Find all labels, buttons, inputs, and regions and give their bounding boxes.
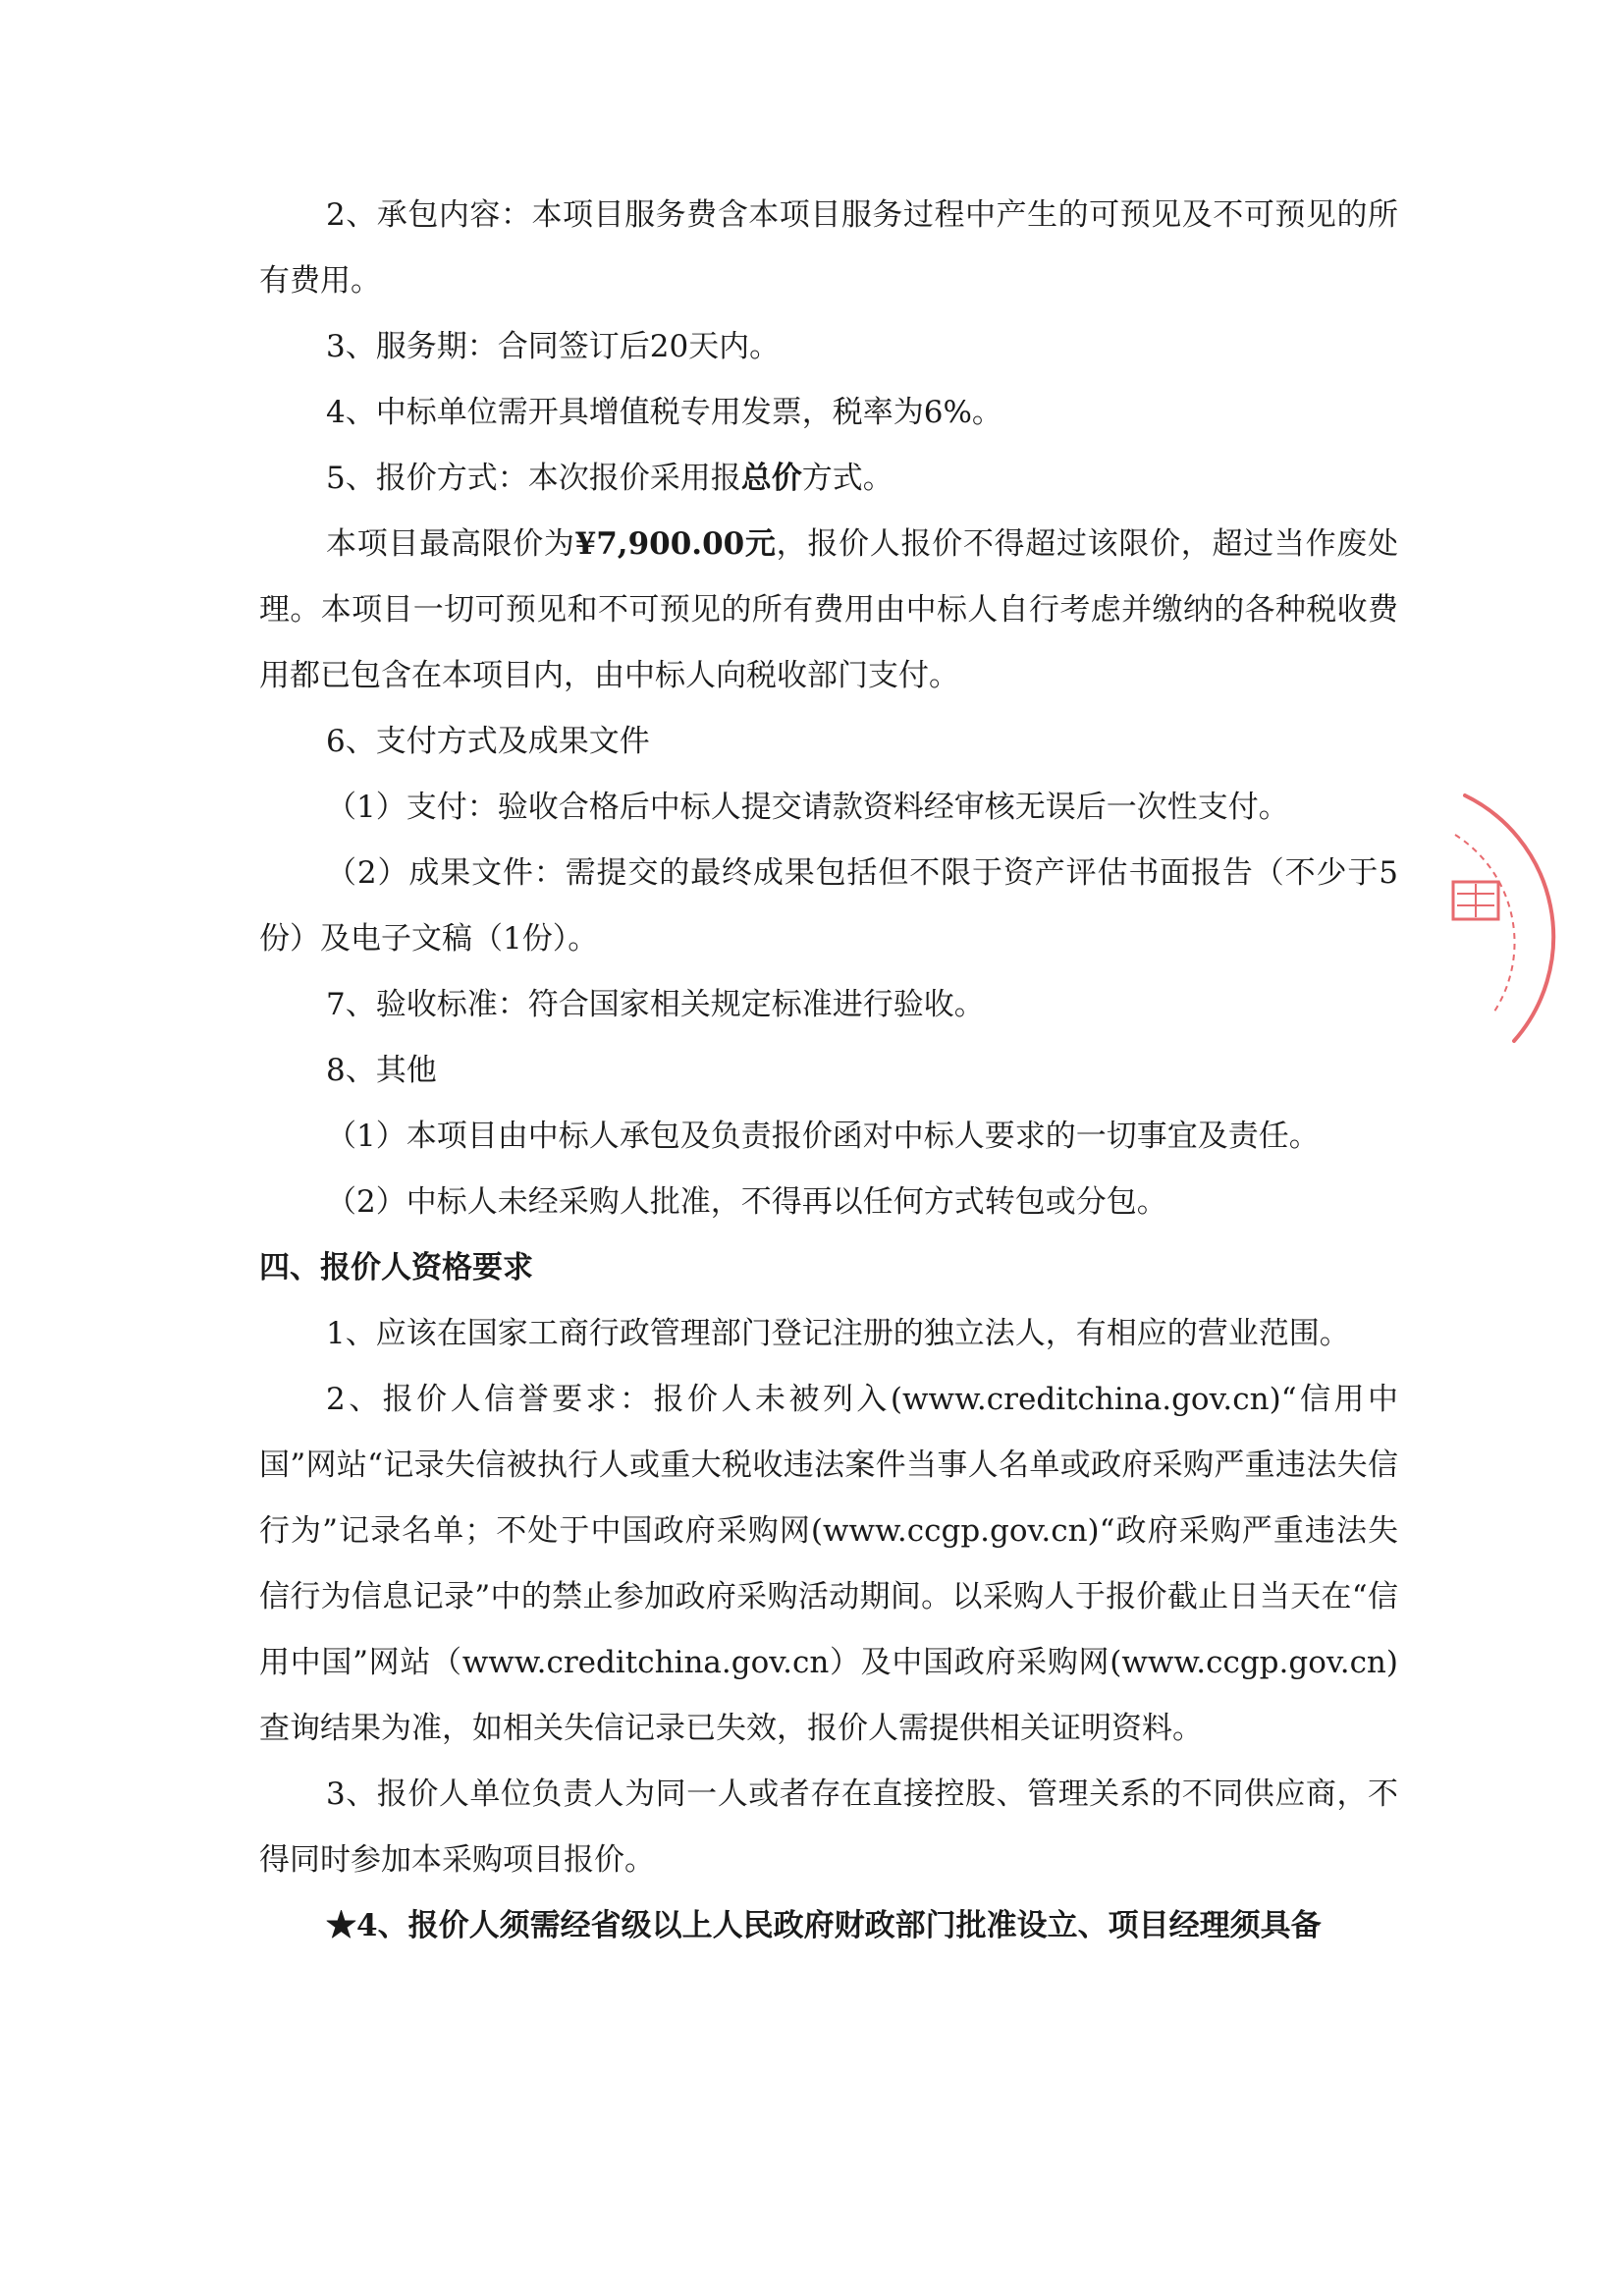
item-2-contract-content: 2、承包内容：本项目服务费含本项目服务过程中产生的可预见及不可预见的所有费用。 xyxy=(259,197,1398,299)
section-4-heading: 四、报价人资格要求 xyxy=(259,1250,533,1285)
item-8-2: （2）中标人未经采购人批准，不得再以任何方式转包或分包。 xyxy=(326,1184,1167,1220)
item-5-quote-method xyxy=(259,446,1398,512)
item-4-invoice: 4、中标单位需开具增值税专用发票，税率为6%。 xyxy=(326,395,1002,430)
price-limit-intro: 本项目最高限价为 xyxy=(326,526,575,562)
body-text xyxy=(259,183,1398,1959)
item-8-other: 8、其他 xyxy=(326,1053,437,1088)
seal-stamp xyxy=(1435,776,1622,1061)
seal-arc-inner xyxy=(1455,835,1515,1011)
item-7-acceptance: 7、验收标准：符合国家相关规定标准进行验收。 xyxy=(326,987,985,1022)
req-2: 2、报价人信誉要求：报价人未被列入(www.creditchina.gov.cn)“信用中国”网站“记录失信被执行人或重大税收违法案件当事人名单或政府采购严重违法失信行为”记录名单；不处于中国政府采购网(www.ccgp.gov.cn)“政府采购严重违法失信行为信息记录”中的禁止参加政府采购活动期间。以采购人于报价截止日当天在“信用中国”网站（www.creditchina.gov.cn）及中国政府采购网(www.ccgp.gov.cn)查询结果为准，如相关失信记录已失效，报价人需提供相关证明资料。 xyxy=(259,1382,1398,1746)
req-1: 1、应该在国家工商行政管理部门登记注册的独立法人，有相应的营业范围。 xyxy=(326,1316,1350,1351)
item-3-service-period: 3、服务期：合同签订后20天内。 xyxy=(326,329,781,364)
price-limit-amount: ¥7,900.00元 xyxy=(574,526,777,562)
price-limit xyxy=(259,512,1398,709)
price-limit-rest: ，报价人报价不得超过该限价，超过当作废处理。本项目一切可预见和不可预见的所有费用由中标人自行考虑并缴纳的各种税收费用都已包含在本项目内，由中标人向税收部门支付。 xyxy=(259,526,1399,693)
item-5-text: 5、报价方式：本次报价采用报 xyxy=(326,461,741,496)
seal-mark-lines xyxy=(1457,884,1494,917)
item-6-payment: 6、支付方式及成果文件 xyxy=(326,724,650,759)
item-6-2-deliverables: （2）成果文件：需提交的最终成果包括但不限于资产评估书面报告（不少于5份）及电子文稿（1份）。 xyxy=(259,855,1398,957)
item-8-1: （1）本项目由中标人承包及负责报价函对中标人要求的一切事宜及责任。 xyxy=(326,1119,1320,1154)
req-3: 3、报价人单位负责人为同一人或者存在直接控股、管理关系的不同供应商，不得同时参加本采购项目报价。 xyxy=(259,1777,1398,1878)
total-price-term: 总价 xyxy=(740,461,802,496)
seal-stamp-icon xyxy=(1435,776,1622,1061)
item-5-tail: 方式。 xyxy=(801,461,893,496)
item-6-1-payment: （1）支付：验收合格后中标人提交请款资料经审核无误后一次性支付。 xyxy=(326,790,1289,825)
req-4: ★4、报价人须需经省级以上人民政府财政部门批准设立、项目经理须具备 xyxy=(326,1908,1322,1943)
